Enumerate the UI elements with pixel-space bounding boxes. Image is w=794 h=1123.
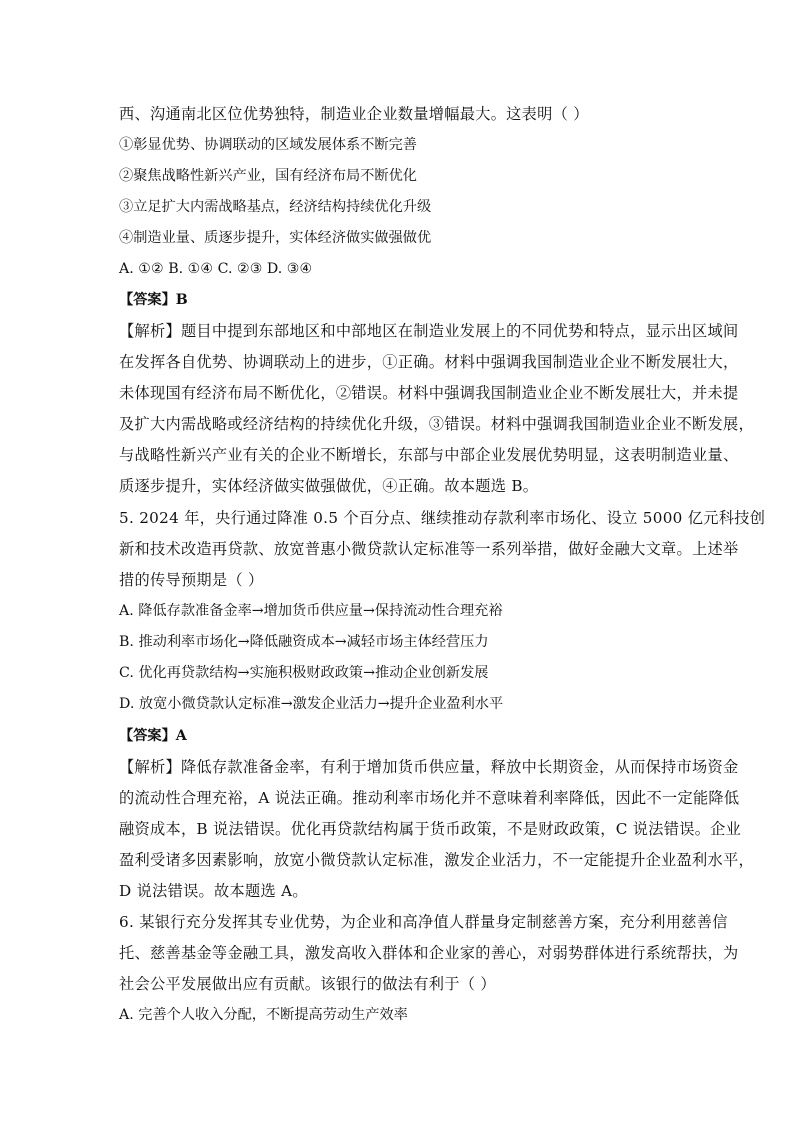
text-line: 5. 2024 年，央行通过降准 0.5 个百分点、继续推动存款利率市场化、设立 5000 亿元科技创 (119, 509, 766, 527)
text-line: 6. 某银行充分发挥其专业优势，为企业和高净值人群量身定制慈善方案，充分利用慈善信 (119, 913, 728, 931)
text-line: D. 放宽小微贷款认定标准→激发企业活力→提升企业盈利水平 (119, 696, 504, 712)
text-line: 【答案】B (119, 292, 188, 308)
text-line: 【解析】降低存款准备金率，有利于增加货币供应量，释放中长期资金，从而保持市场资金 (119, 758, 739, 776)
text-line: 与战略性新兴产业有关的企业不断增长，东部与中部企业发展优势明显，这表明制造业量、 (119, 446, 739, 464)
text-line: D 说法错误。故本题选 A。 (119, 882, 308, 900)
text-line: A. ①② B. ①④ C. ②③ D. ③④ (119, 261, 313, 277)
text-line: ③立足扩大内需战略基点，经济结构持续优化升级 (119, 199, 432, 215)
text-line: A. 降低存款准备金率→增加货币供应量→保持流动性合理充裕 (119, 603, 503, 619)
text-line: ④制造业量、质逐步提升，实体经济做实做强做优 (119, 230, 432, 246)
text-line: 的流动性合理充裕，A 说法正确。推动利率市场化并不意味着利率降低，因此不一定能降低 (119, 789, 740, 807)
text-line: 在发挥各自优势、协调联动上的进步，①正确。材料中强调我国制造业企业不断发展壮大， (119, 353, 739, 371)
text-line: ①彰显优势、协调联动的区域发展体系不断完善 (119, 137, 417, 153)
text-line: B. 推动利率市场化→降低融资成本→减轻市场主体经营压力 (119, 634, 489, 650)
text-line: 措的传导预期是（ ） (119, 571, 264, 589)
text-line: 【答案】A (119, 728, 187, 744)
text-line: 盈利受诸多因素影响，放宽小微贷款认定标准，激发企业活力，不一定能提升企业盈利水平， (119, 851, 754, 869)
text-line: C. 优化再贷款结构→实施积极财政政策→推动企业创新发展 (119, 665, 489, 681)
text-line: ②聚焦战略性新兴产业，国有经济布局不断优化 (119, 168, 417, 184)
text-line: 未体现国有经济布局不断优化，②错误。材料中强调我国制造业企业不断发展壮大，并未提 (119, 384, 739, 402)
text-line: 西、沟通南北区位优势独特，制造业企业数量增幅最大。这表明（ ） (119, 105, 589, 123)
text-line: 社会公平发展做出应有贡献。该银行的做法有利于（ ） (119, 975, 496, 993)
text-line: 【解析】题目中提到东部地区和中部地区在制造业发展上的不同优势和特点，显示出区域间 (119, 322, 739, 340)
text-line: 托、慈善基金等金融工具，激发高收入群体和企业家的善心，对弱势群体进行系统帮扶，为 (119, 944, 739, 962)
text-line: 质逐步提升，实体经济做实做强做优，④正确。故本题选 B。 (119, 477, 539, 495)
text-line: 新和技术改造再贷款、放宽普惠小微贷款认定标准等一系列举措，做好金融大文章。上述举 (119, 540, 739, 558)
text-line: 及扩大内需战略或经济结构的持续优化升级，③错误。材料中强调我国制造业企业不断发展， (119, 415, 754, 433)
text-line: A. 完善个人收入分配，不断提高劳动生产效率 (119, 1007, 408, 1023)
text-line: 融资成本，B 说法错误。优化再贷款结构属于货币政策，不是财政政策，C 说法错误。企业 (119, 820, 742, 838)
